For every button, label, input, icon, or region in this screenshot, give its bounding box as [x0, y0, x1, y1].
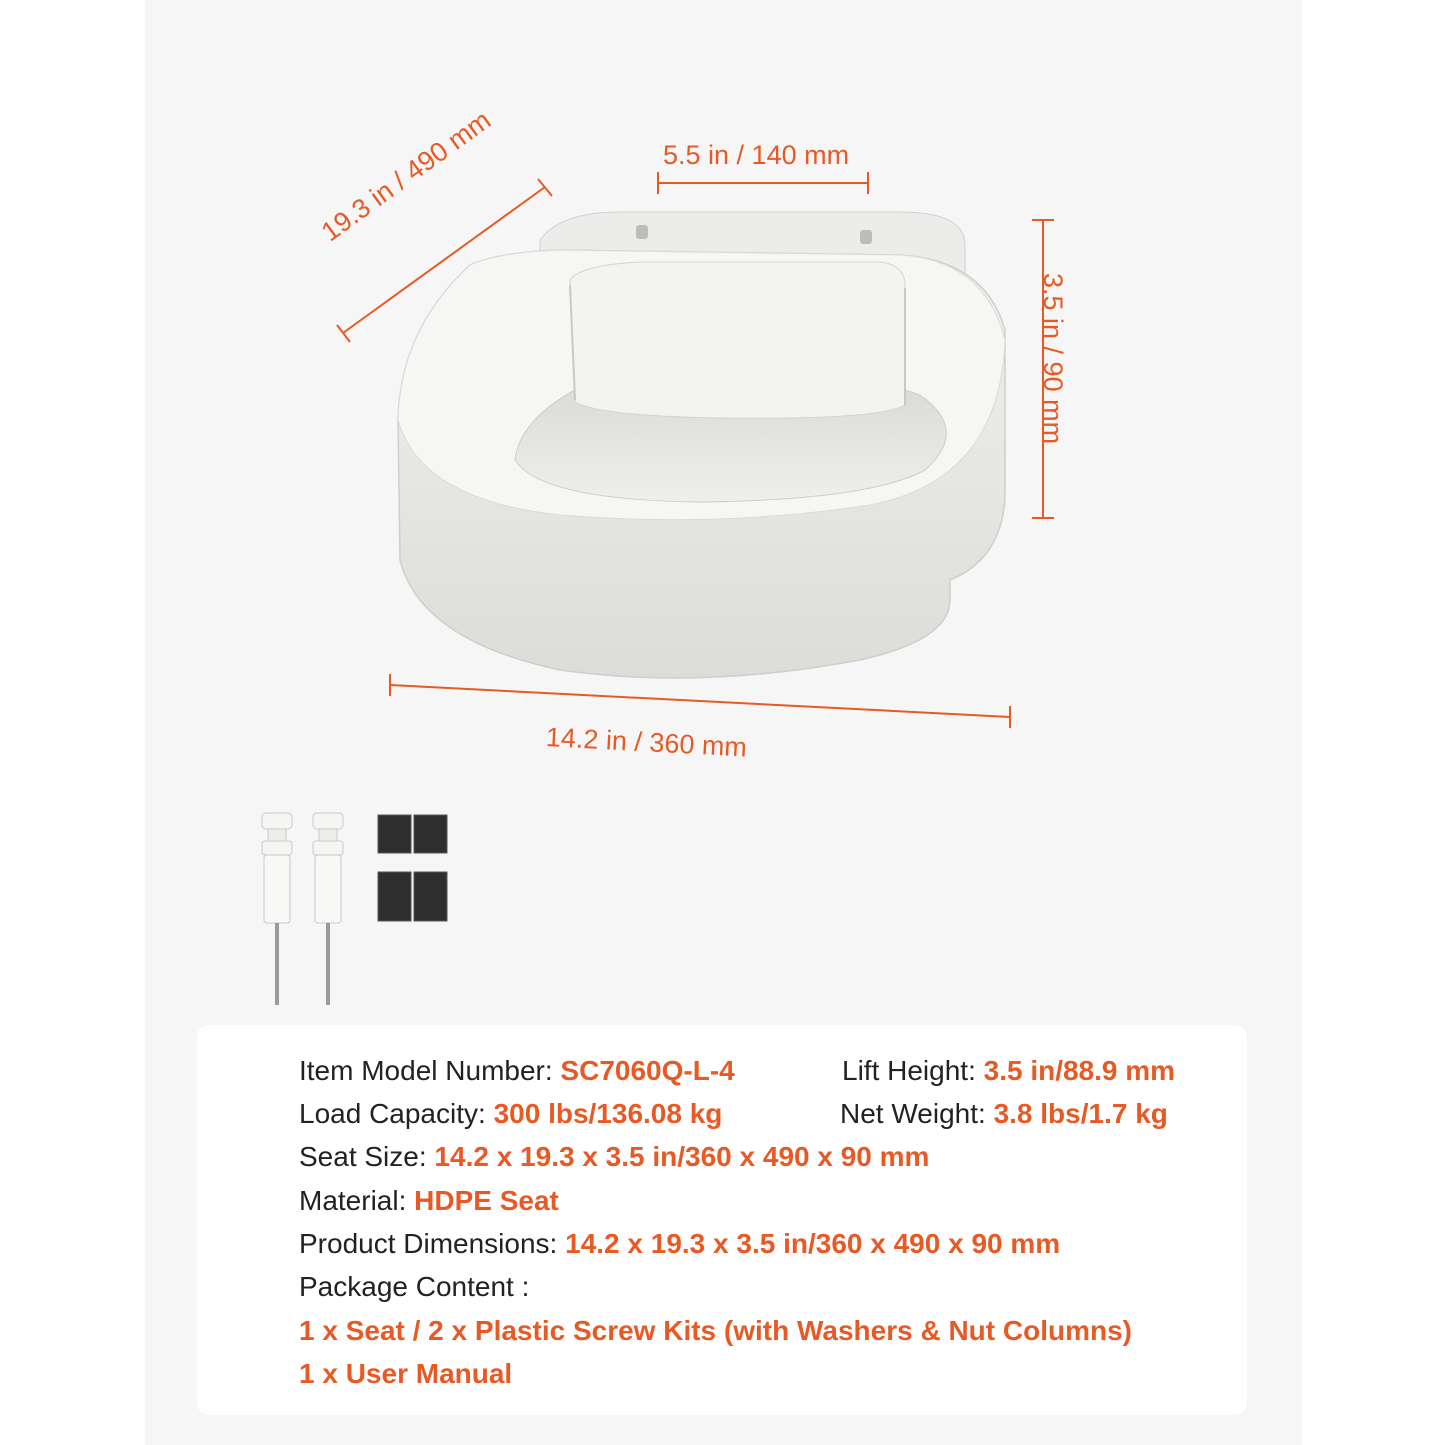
spec-material [299, 1185, 559, 1217]
pad [378, 872, 411, 921]
dim-line-width [390, 685, 1010, 717]
anti-slip-pads [378, 815, 447, 921]
spec-seat-size-value: 14.2 x 19.3 x 3.5 in/360 x 490 x 90 mm [434, 1141, 930, 1172]
spec-load-capacity [299, 1098, 722, 1130]
spec-load-capacity-label: Load Capacity: [299, 1098, 486, 1129]
raised-toilet-seat [398, 212, 1005, 678]
spec-model-label: Item Model Number: [299, 1055, 553, 1086]
spec-material-label: Material: [299, 1185, 407, 1216]
spec-net-weight-label: Net Weight: [840, 1098, 986, 1129]
spec-seat-size [299, 1141, 929, 1173]
spec-model [299, 1055, 735, 1087]
spec-product-dimensions-value: 14.2 x 19.3 x 3.5 in/360 x 490 x 90 mm [565, 1228, 1061, 1259]
spec-load-capacity-value: 300 lbs/136.08 kg [493, 1098, 723, 1129]
spec-seat-size-label: Seat Size: [299, 1141, 427, 1172]
spec-net-weight-value: 3.8 lbs/1.7 kg [993, 1098, 1168, 1129]
spec-lift-height-label: Lift Height: [842, 1055, 976, 1086]
spec-package-content-label: Package Content : [299, 1271, 530, 1302]
dim-label-top-width: 5.5 in / 140 mm [663, 140, 850, 170]
plastic-screw-kits [262, 813, 343, 1005]
package-item: 1 x Seat / 2 x Plastic Screw Kits (with Washers & Nut Columns) [299, 1315, 1132, 1346]
spec-lift-height [842, 1055, 1175, 1087]
screw-kit-left [262, 813, 292, 1005]
pad [414, 872, 447, 921]
spec-net-weight [840, 1098, 1168, 1130]
spec-product-dimensions-label: Product Dimensions: [299, 1228, 558, 1259]
spec-material-value: HDPE Seat [414, 1185, 559, 1216]
dim-label-depth: 19.3 in / 490 mm [315, 104, 497, 248]
pad [414, 815, 447, 853]
dim-label-height: 3.5 in / 90 mm [1038, 273, 1068, 445]
bolt-hole-right [860, 230, 872, 244]
dim-label-bottom-width: 14.2 in / 360 mm [545, 722, 748, 763]
bolt-hole-left [636, 225, 648, 239]
spec-product-dimensions [299, 1228, 1060, 1260]
screw-kit-right [313, 813, 343, 1005]
package-item: 1 x User Manual [299, 1358, 513, 1389]
spec-lift-height-value: 3.5 in/88.9 mm [983, 1055, 1176, 1086]
spec-model-value: SC7060Q-L-4 [560, 1055, 735, 1086]
pad [378, 815, 411, 853]
